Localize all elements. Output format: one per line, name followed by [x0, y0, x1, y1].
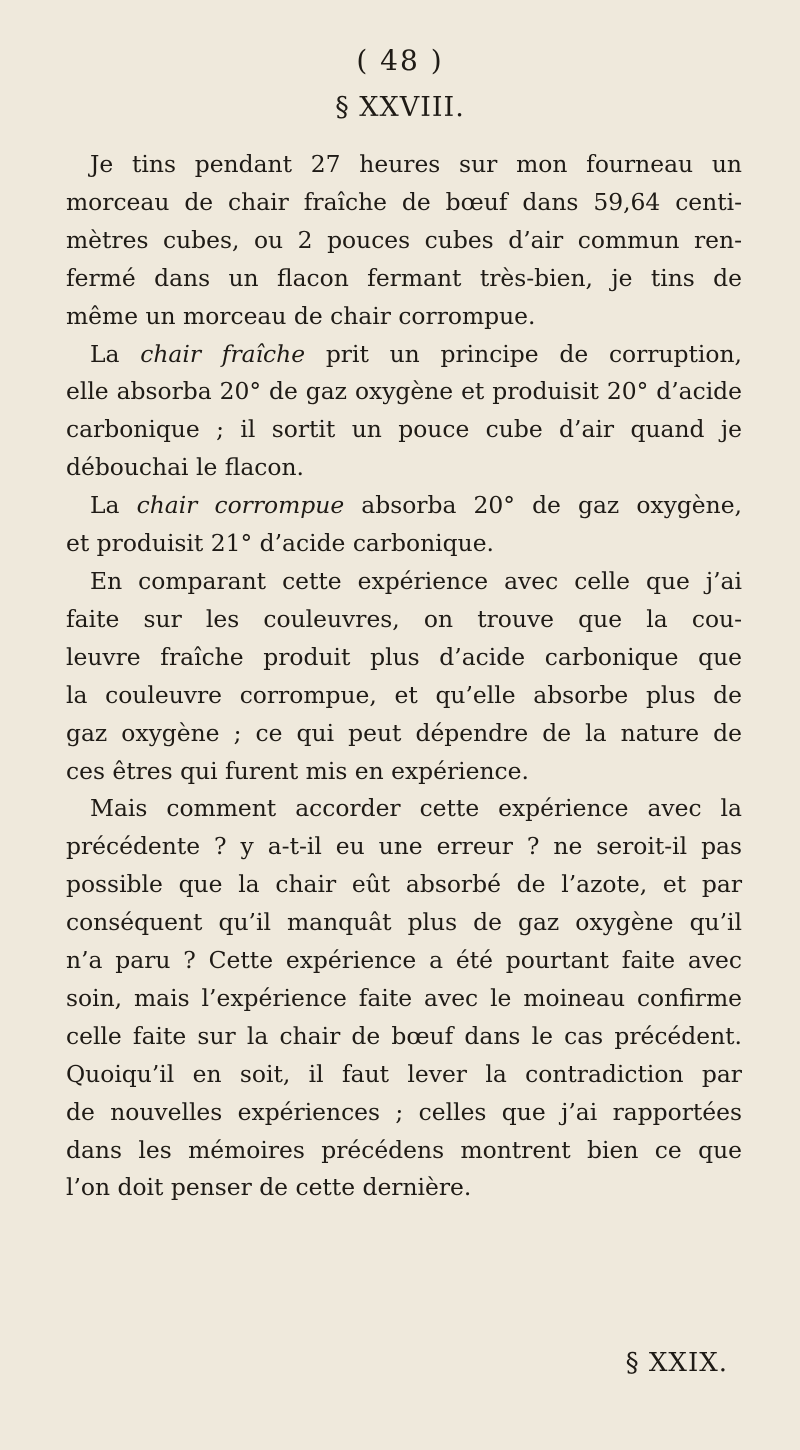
text-line: fermé dans un flacon fermant très-bien, je tins de: [66, 263, 742, 292]
text-line: dans les mémoires précédens montrent bien ce que: [66, 1135, 742, 1164]
text-line: Mais comment accorder cette expérience avec la: [90, 794, 742, 823]
italic-phrase: chair fraîche: [140, 339, 306, 368]
text-line: leuvre fraîche produit plus d’acide carbonique que: [66, 642, 742, 671]
text-segment: La: [90, 491, 137, 520]
text-line: soin, mais l’expérience faite avec le moineau confirme: [66, 983, 742, 1012]
text-line: [66, 336, 742, 374]
paragraph: [66, 790, 742, 1207]
text-line: elle absorba 20° de gaz oxygène et produisit 20° d’acide: [66, 377, 742, 406]
italic-phrase: chair corrompue: [136, 491, 345, 520]
text-line: n’a paru ? Cette expérience a été pourtant faite avec: [66, 946, 742, 975]
text-line: mètres cubes, ou 2 pouces cubes d’air commun ren-: [66, 225, 742, 254]
body-text: [66, 146, 742, 1207]
paragraph: [66, 336, 742, 488]
text-line: faite sur les couleuvres, on trouve que la cou-: [66, 604, 742, 633]
text-line: [66, 487, 742, 525]
text-line: précédente ? y a-t-il eu une erreur ? ne seroit-il pas: [66, 832, 742, 861]
text-line: Je tins pendant 27 heures sur mon fourneau un: [90, 150, 742, 178]
text-line: possible que la chair eût absorbé de l’azote, et par: [66, 870, 742, 899]
text-segment: La: [90, 339, 141, 368]
text-line: conséquent qu’il manquât plus de gaz oxygène qu’il: [66, 908, 742, 937]
paragraph: [66, 563, 742, 790]
page-number: ( 48 ): [356, 44, 444, 77]
text-line: ces êtres qui furent mis en expérience.: [66, 756, 529, 785]
paragraph: [66, 146, 742, 336]
text-line: la couleuvre corrompue, et qu’elle absorbe plus de: [66, 680, 742, 709]
text-line: de nouvelles expériences ; celles que j’ai rapportées: [66, 1097, 742, 1126]
text-line: l’on doit penser de cette dernière.: [66, 1173, 472, 1202]
text-line: même un morceau de chair corrompue.: [66, 301, 536, 330]
text-line: Quoiqu’il en soit, il faut lever la contradiction par: [66, 1059, 742, 1088]
text-line: morceau de chair fraîche de bœuf dans 59,64 centi-: [66, 187, 742, 216]
text-line: et produisit 21° d’acide carbonique.: [66, 529, 494, 558]
section-heading: § XXVIII.: [335, 92, 465, 123]
catchword: § XXIX.: [625, 1348, 728, 1378]
text-line: En comparant cette expérience avec celle que j’ai: [90, 566, 742, 595]
text-segment: absorba 20° de gaz oxygène,: [344, 491, 742, 520]
text-line: débouchai le flacon.: [66, 453, 304, 482]
paragraph: [66, 487, 742, 563]
text-line: gaz oxygène ; ce qui peut dépendre de la nature de: [66, 718, 742, 747]
text-line: carbonique ; il sortit un pouce cube d’air quand je: [66, 415, 742, 444]
text-segment: prit un principe de corruption,: [305, 339, 742, 368]
text-line: celle faite sur la chair de bœuf dans le cas précédent.: [66, 1021, 742, 1050]
